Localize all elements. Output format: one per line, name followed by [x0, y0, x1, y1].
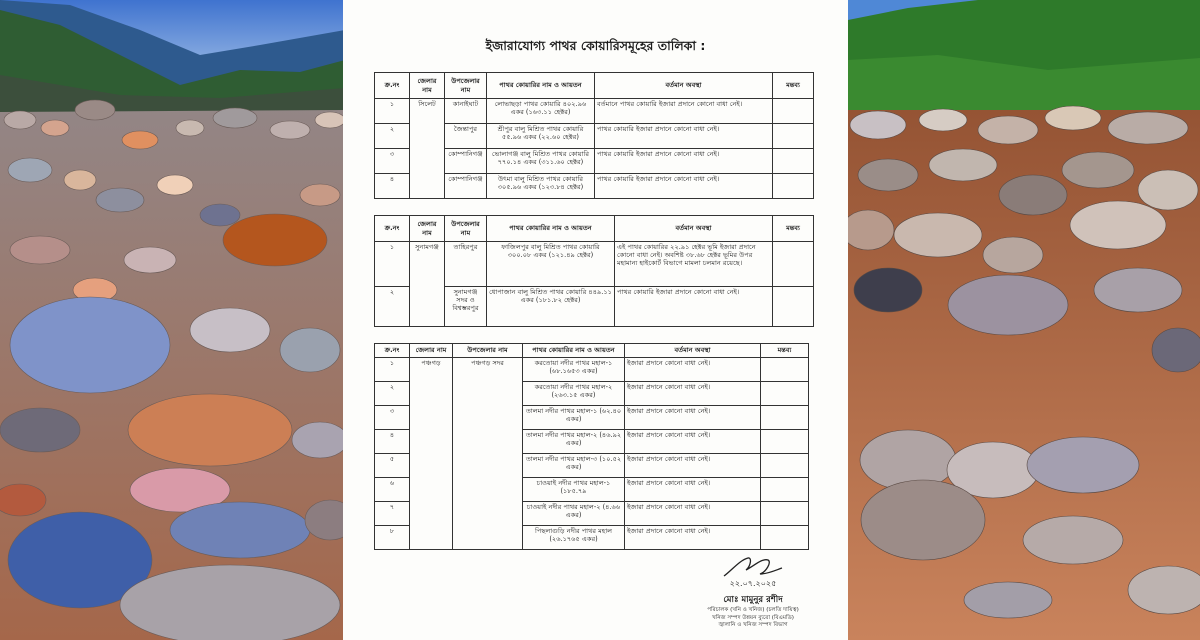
col-header-serial: ক্র.নং [375, 216, 410, 242]
col-header-serial: ক্র.নং [375, 344, 410, 358]
row-serial: ১ [375, 99, 410, 124]
row-remark [761, 382, 809, 406]
row-serial: ২ [375, 287, 410, 327]
col-header-district: জেলার নাম [410, 344, 453, 358]
signature-block [678, 552, 828, 630]
row-quarry: করতোয়া নদীর পাথর মহাল-১ (৬৮.১৬৫৩ একর) [523, 358, 625, 382]
row-serial: ৩ [375, 149, 410, 174]
table-row [375, 242, 814, 287]
row-quarry: চাওয়াই নদীর পাথর মহাল-১ (১৮৫.৭৯ [523, 478, 625, 502]
col-header-status: বর্তমান অবস্থা [625, 344, 761, 358]
col-header-remark: মন্তব্য [773, 73, 814, 99]
row-status: পাথর কোয়ারি ইজারা প্রদানে কোনো বাধা নেই। [615, 287, 773, 327]
row-status: পাথর কোয়ারি ইজারা প্রদানে কোনো বাধা নেই। [595, 174, 773, 199]
row-status: ইজারা প্রদানে কোনো বাধা নেই। [625, 526, 761, 550]
col-header-district: জেলার নাম [410, 216, 445, 242]
row-quarry: করতোয়া নদীর পাথর মহাল-২ (২৬৩.১৫ একর) [523, 382, 625, 406]
col-header-remark: মন্তব্য [773, 216, 814, 242]
row-remark [773, 242, 814, 287]
row-serial: ৪ [375, 174, 410, 199]
row-district: পঞ্চগড় [410, 358, 453, 550]
col-header-district: জেলার নাম [410, 73, 445, 99]
col-header-status: বর্তমান অবস্থা [615, 216, 773, 242]
row-quarry: চাওয়াই নদীর পাথর মহাল-২ (৪.৬৬ একর) [523, 502, 625, 526]
row-upazila: কোম্পানিগঞ্জ [445, 149, 487, 174]
table-header-row [375, 216, 814, 242]
row-status: পাথর কোয়ারি ইজারা প্রদানে কোনো বাধা নেই। [595, 149, 773, 174]
col-header-quarry: পাথর কোয়ারির নাম ও আয়তন [487, 216, 615, 242]
table-header-row [375, 73, 814, 99]
table-header-row [375, 344, 809, 358]
signatory-designation: পরিচালক (খনি ও খনিজ) (চলতি দায়িত্ব) [707, 607, 799, 613]
row-remark [761, 358, 809, 382]
row-quarry: শ্রীপুর বালু মিশ্রিত পাথর কোয়ারি ৫৫.৯৬ একর (২২.৬০ হেক্টর) [487, 124, 595, 149]
col-header-upazila: উপজেলার নাম [453, 344, 523, 358]
row-quarry: ধোপাজান বালু মিশ্রিত পাথর কোয়ারি ৪৪৯.১১ একর (১৮১.৮২ হেক্টর) [487, 287, 615, 327]
row-quarry: উৎমা বালু মিশ্রিত পাথর কোয়ারি ৩০৫.৯৬ একর (১২৩.৮৪ হেক্টর) [487, 174, 595, 199]
row-status: এই পাথর কোয়ারির ২২.৯১ হেক্টর ভূমি ইজারা প্রদানে কোনো বাধা নেই। অবশিষ্ট ৩৮.৬৮ হেক্টর ভূমির উপর মহামান্য হাইকোর্ট বিভাগে মামলা চলমান রয়েছে। [615, 242, 773, 287]
row-serial: ১ [375, 242, 410, 287]
row-district: সুনামগঞ্জ [410, 242, 445, 327]
row-status: ইজারা প্রদানে কোনো বাধা নেই। [625, 478, 761, 502]
col-header-remark: মন্তব্য [761, 344, 809, 358]
row-status: ইজারা প্রদানে কোনো বাধা নেই। [625, 502, 761, 526]
row-serial: ১ [375, 358, 410, 382]
row-remark [773, 124, 814, 149]
signature-date: ২২.০৭.২০২৫ [729, 579, 777, 588]
row-quarry: তালমা নদীর পাথর মহাল-২ (৪৬.৯২ একর) [523, 430, 625, 454]
row-remark [761, 502, 809, 526]
table-row [375, 358, 809, 382]
row-status: ইজারা প্রদানে কোনো বাধা নেই। [625, 358, 761, 382]
row-status: ইজারা প্রদানে কোনো বাধা নেই। [625, 430, 761, 454]
col-header-status: বর্তমান অবস্থা [595, 73, 773, 99]
row-status: ইজারা প্রদানে কোনো বাধা নেই। [625, 382, 761, 406]
col-header-serial: ক্র.নং [375, 73, 410, 99]
row-serial: ২ [375, 124, 410, 149]
row-quarry: তালমা নদীর পাথর মহাল-৩ (১০.৫২ একর) [523, 454, 625, 478]
quarry-list-document [343, 0, 848, 640]
row-serial: ৩ [375, 406, 410, 430]
row-status: ইজারা প্রদানে কোনো বাধা নেই। [625, 454, 761, 478]
panchagarh-quarry-table [374, 343, 809, 550]
row-serial: ৬ [375, 478, 410, 502]
row-serial: ৮ [375, 526, 410, 550]
row-upazila: তাহিরপুর [445, 242, 487, 287]
signatory-office: খনিজ সম্পদ উন্নয়ন ব্যুরো (বিএমডি) [712, 614, 794, 621]
sylhet-quarry-table [374, 72, 814, 199]
row-remark [773, 174, 814, 199]
left-pebble-photo [0, 0, 345, 640]
row-quarry: ভোলাগঞ্জ বালু মিশ্রিত পাথর কোয়ারি ৭৭০.১৪ একর (৩১১.৬০ হেক্টর) [487, 149, 595, 174]
row-serial: ৫ [375, 454, 410, 478]
sunamganj-quarry-table [374, 215, 814, 327]
row-quarry: লোভাছড়া পাথর কোয়ারি ৪০২.৯৬ একর (১৬৩.১১ হেক্টর) [487, 99, 595, 124]
col-header-upazila: উপজেলার নাম [445, 216, 487, 242]
signatory-division: জ্বালানি ও খনিজ সম্পদ বিভাগ [718, 622, 788, 629]
row-quarry: তালমা নদীর পাথর মহাল-১ (৬২.৪০ একর) [523, 406, 625, 430]
row-status: বর্তমানে পাথর কোয়ারি ইজারা প্রদানে কোনো বাধা নেই। [595, 99, 773, 124]
row-district: সিলেট [410, 99, 445, 199]
row-upazila: কানাইঘাট [445, 99, 487, 124]
row-remark [773, 287, 814, 327]
signatory-name: মোঃ মামুনুর রশীদ [723, 595, 783, 605]
row-upazila: কোম্পানিগঞ্জ [445, 174, 487, 199]
row-quarry: ফাজিলপুর বালু মিশ্রিত পাথর কোয়ারি ৩০০.০৮ একর (১২১.৪৯ হেক্টর) [487, 242, 615, 287]
row-remark [773, 149, 814, 174]
row-status: পাথর কোয়ারি ইজারা প্রদানে কোনো বাধা নেই। [595, 124, 773, 149]
row-upazila: পঞ্চগড় সদর [453, 358, 523, 550]
row-remark [761, 526, 809, 550]
right-pebble-photo [848, 0, 1200, 640]
document-title: ইজারাযোগ্য পাথর কোয়ারিসমূহের তালিকা : [485, 38, 706, 53]
col-header-quarry: পাথর কোয়ারির নাম ও আয়তন [523, 344, 625, 358]
row-serial: ৪ [375, 430, 410, 454]
row-remark [761, 430, 809, 454]
row-serial: ২ [375, 382, 410, 406]
row-upazila: জৈন্তাপুর [445, 124, 487, 149]
row-status: ইজারা প্রদানে কোনো বাধা নেই। [625, 406, 761, 430]
row-serial: ৭ [375, 502, 410, 526]
row-remark [761, 454, 809, 478]
row-quarry: পিছলাগুড়ি নদীর পাথর মহাল (২৬.১৭৬৫ একর) [523, 526, 625, 550]
row-upazila: সুনামগঞ্জ সদর ও বিশ্বম্ভরপুর [445, 287, 487, 327]
col-header-upazila: উপজেলার নাম [445, 73, 487, 99]
col-header-quarry: পাথর কোয়ারির নাম ও আয়তন [487, 73, 595, 99]
row-remark [761, 478, 809, 502]
row-remark [773, 99, 814, 124]
table-row [375, 99, 814, 124]
row-remark [761, 406, 809, 430]
